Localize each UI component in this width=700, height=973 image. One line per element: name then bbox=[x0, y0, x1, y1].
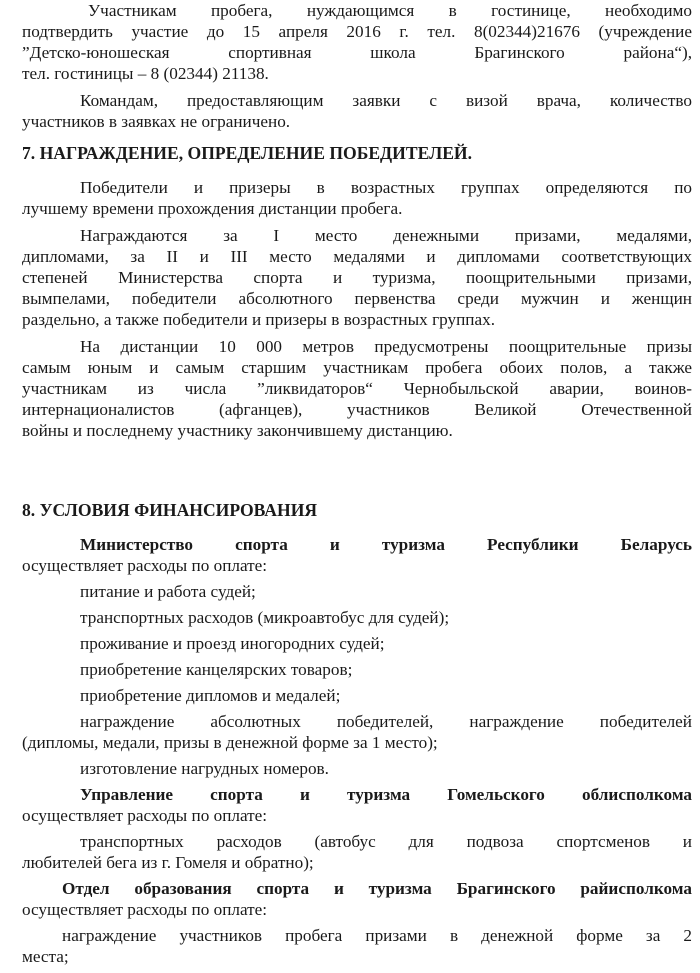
text-line: самым юным и самым старшим участникам пробега обоих полов, а также bbox=[22, 358, 692, 377]
text-line: любителей бега из г. Гомеля и обратно); bbox=[22, 853, 314, 872]
text-line: тел. гостиницы – 8 (02344) 21138. bbox=[22, 64, 269, 83]
list-item: транспортных расходов (микроавтобус для судей); bbox=[80, 608, 450, 627]
text-line: осуществляет расходы по оплате: bbox=[22, 556, 268, 575]
section-heading-8: 8. УСЛОВИЯ ФИНАНСИРОВАНИЯ bbox=[22, 500, 318, 520]
text-line: ”Детско-юношеская спортивная школа Брагинского района“), bbox=[22, 43, 692, 62]
text-line-bold: Министерство спорта и туризма Республики Беларусь bbox=[80, 535, 692, 554]
text-line: Командам, предоставляющим заявки с визой врача, количество bbox=[80, 91, 692, 110]
text-line: вымпелами, победители абсолютного первенства среди мужчин и женщин bbox=[22, 289, 692, 308]
list-item: изготовление нагрудных номеров. bbox=[80, 759, 329, 778]
text-line: интернационалистов (афганцев), участников Великой Отечественной bbox=[22, 400, 692, 419]
text-line: степеней Министерства спорта и туризма, поощрительными призами, bbox=[22, 268, 692, 287]
text-line: (дипломы, медали, призы в денежной форме за 1 место); bbox=[22, 733, 438, 752]
text-line: места; bbox=[22, 947, 69, 966]
text-line: раздельно, а также победители и призеры в возрастных группах. bbox=[22, 310, 495, 329]
list-item: приобретение дипломов и медалей; bbox=[80, 686, 341, 705]
text-line: осуществляет расходы по оплате: bbox=[22, 900, 268, 919]
text-line: Победители и призеры в возрастных группах определяются по bbox=[80, 178, 692, 197]
list-item: питание и работа судей; bbox=[80, 582, 256, 601]
text-line: войны и последнему участнику закончившему дистанцию. bbox=[22, 421, 453, 440]
section-heading-7: 7. НАГРАЖДЕНИЕ, ОПРЕДЕЛЕНИЕ ПОБЕДИТЕЛЕЙ. bbox=[22, 143, 473, 163]
text-line-bold: Отдел образования спорта и туризма Брагинского райисполкома bbox=[62, 879, 692, 898]
text-line: На дистанции 10 000 метров предусмотрены поощрительные призы bbox=[80, 337, 692, 356]
list-item: проживание и проезд иногородних судей; bbox=[80, 634, 385, 653]
text-line: участникам из числа ”ликвидаторов“ Чернобыльской аварии, воинов- bbox=[22, 379, 692, 398]
text-line: лучшему времени прохождения дистанции пробега. bbox=[22, 199, 403, 218]
text-line-bold: Управление спорта и туризма Гомельского облисполкома bbox=[80, 785, 692, 804]
list-item: награждение абсолютных победителей, награждение победителей bbox=[80, 712, 692, 731]
text-line: Участникам пробега, нуждающимся в гостинице, необходимо bbox=[88, 1, 692, 20]
text-line: дипломами, за II и III место медалями и дипломами соответствующих bbox=[22, 247, 692, 266]
list-item: транспортных расходов (автобус для подвоза спортсменов и bbox=[80, 832, 692, 851]
list-item: награждение участников пробега призами в денежной форме за 2 bbox=[62, 926, 692, 945]
text-line: подтвердить участие до 15 апреля 2016 г. тел. 8(02344)21676 (учреждение bbox=[22, 22, 692, 41]
list-item: приобретение канцелярских товаров; bbox=[80, 660, 353, 679]
text-line: Награждаются за I место денежными призами, медалями, bbox=[80, 226, 692, 245]
text-line: участников в заявках не ограничено. bbox=[22, 112, 291, 131]
text-line: осуществляет расходы по оплате: bbox=[22, 806, 268, 825]
